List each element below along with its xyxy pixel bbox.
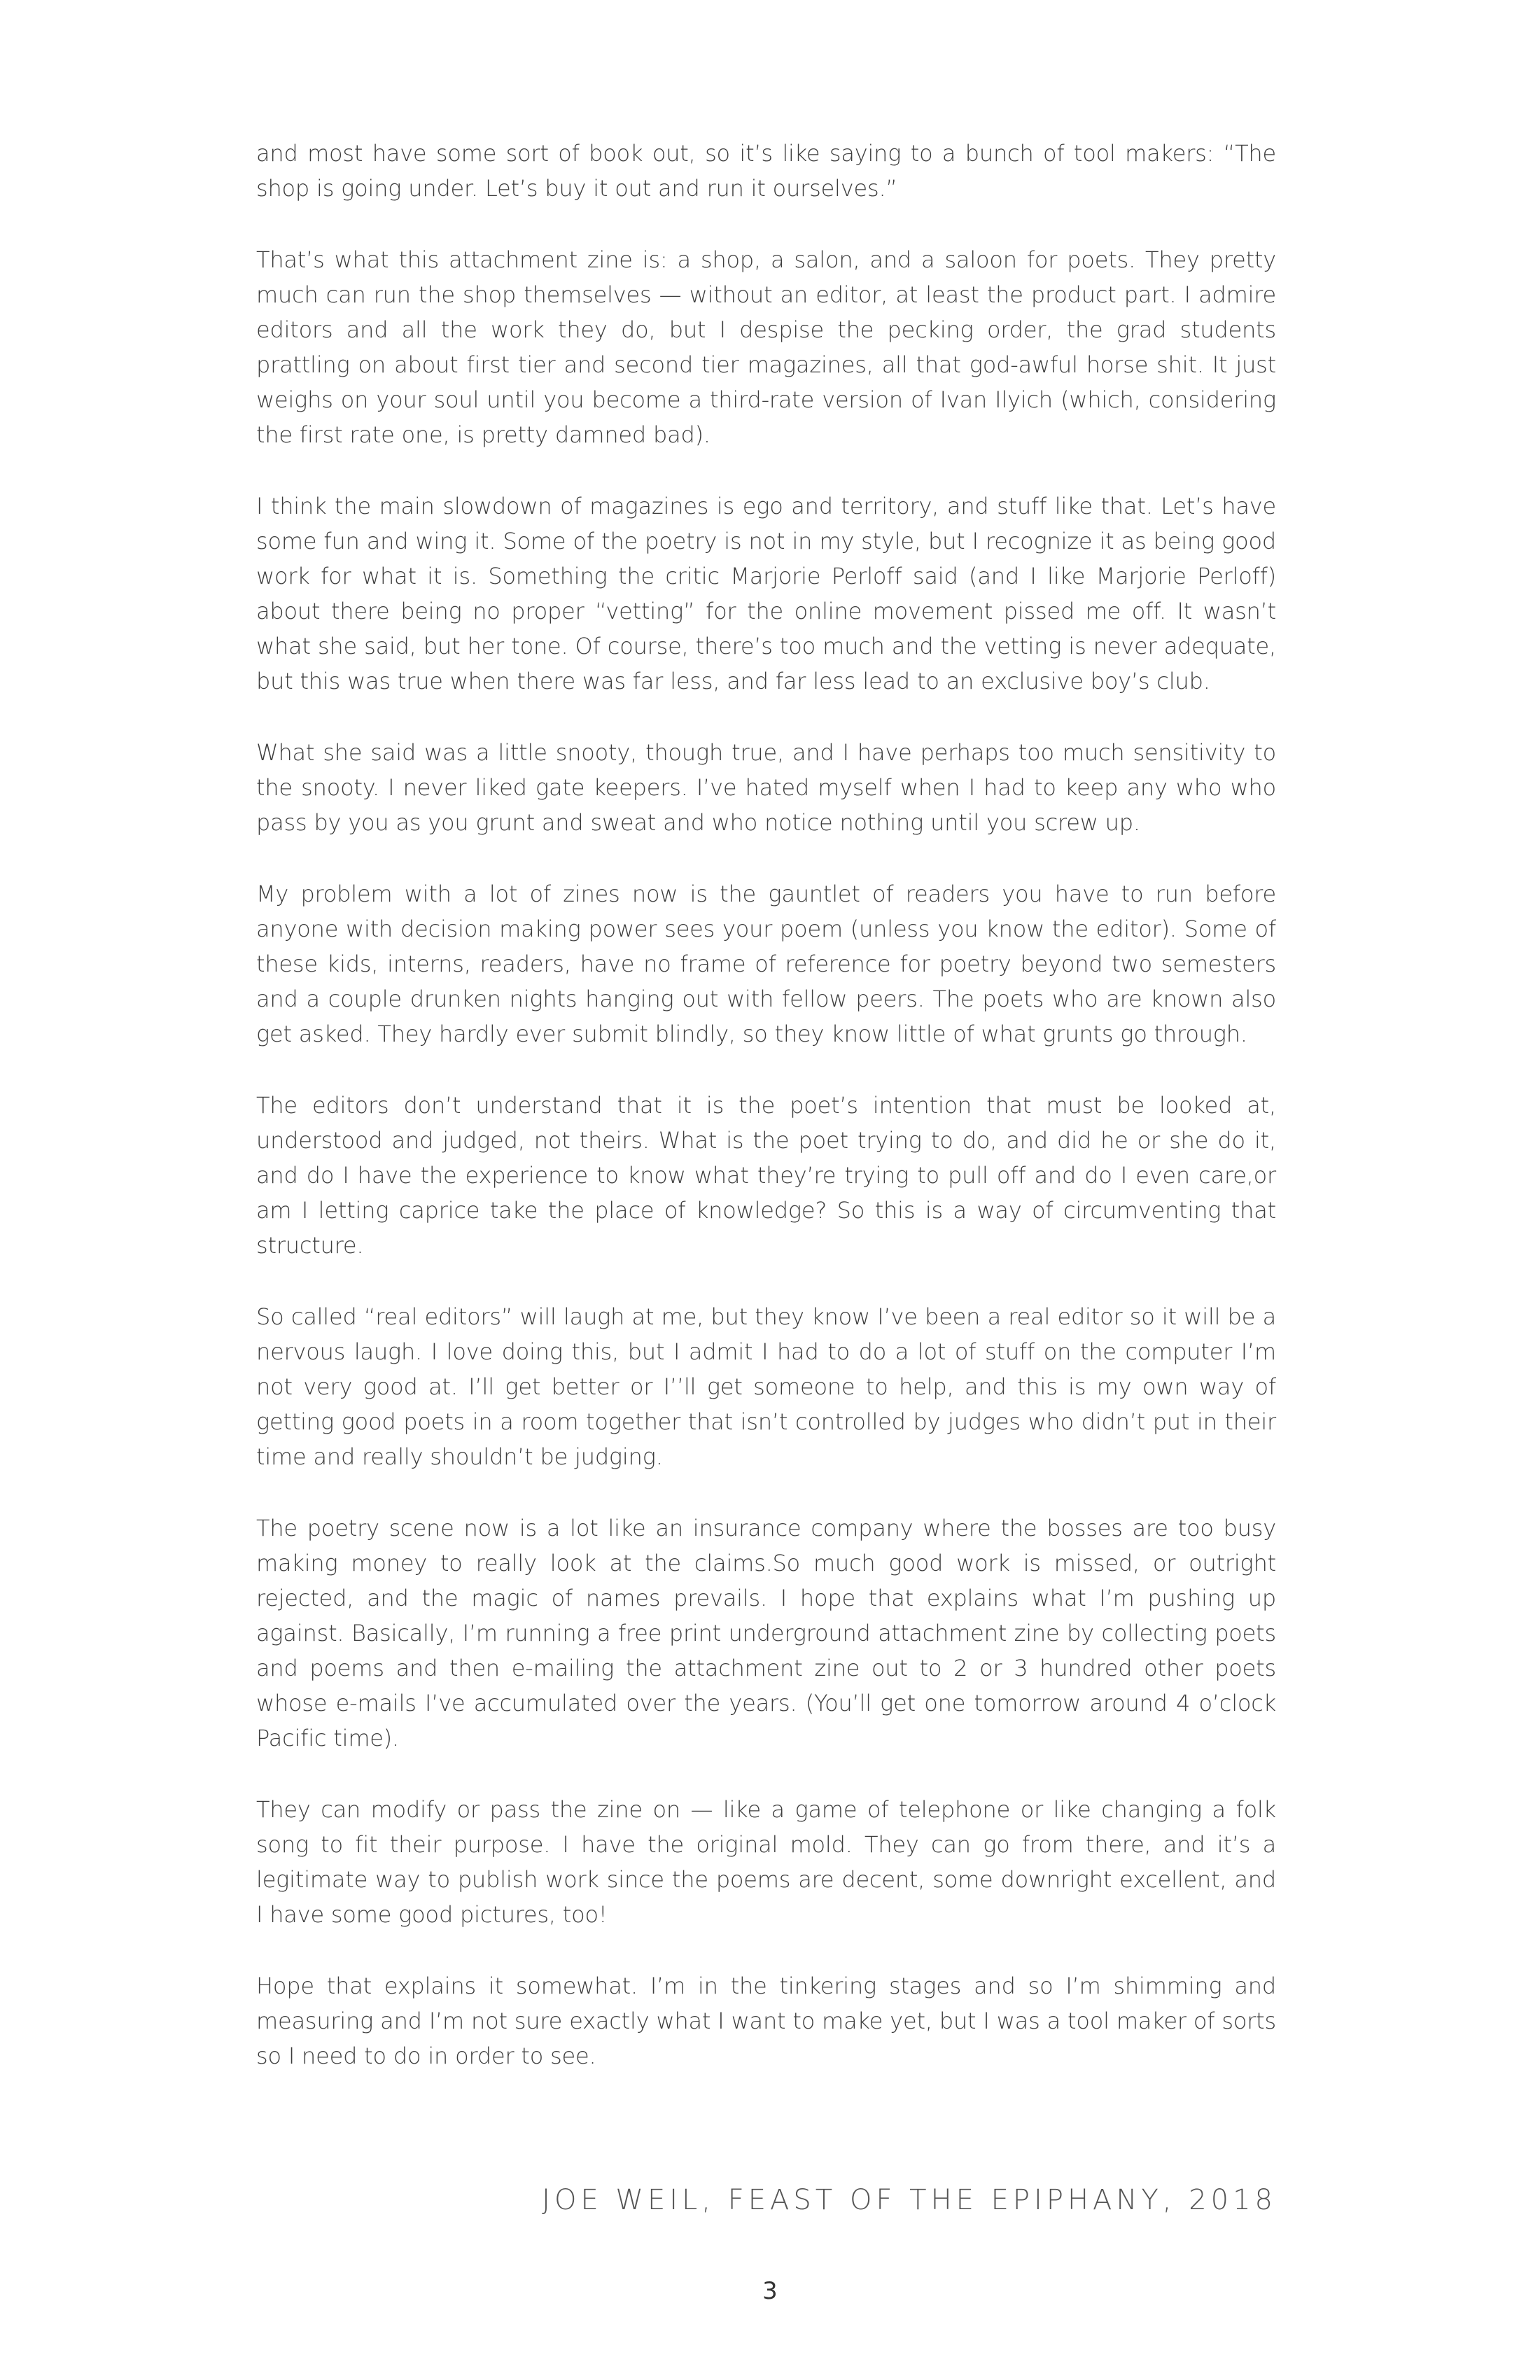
- paragraph-4: What she said was a little snooty, though true, and I have perhaps too much sensitivity to the snooty. I never liked gate keepers. I’ve hated myself when I had to keep any who who pass by you as you grunt and sweat and who notice nothing until you screw up.: [256, 739, 1276, 836]
- paragraph-3: I think the main slowdown of magazines is ego and territory, and stuff like that. Let’s have some fun and wing it. Some of the poetry is not in my style, but I recognize it as being good work for what it is. Something the critic Marjorie Perloff said (and I like Marjorie Perloff) about there being no proper “vetting” for the online movement pissed me off. It wasn’t what she said, but her tone. Of course, there’s too much and the vetting is never adequate, but this was true when there was far less, and far less lead to an exclusive boy’s club.: [256, 493, 1276, 694]
- paragraph-7: So called “real editors” will laugh at me, but they know I’ve been a real editor so it will be a nervous laugh. I love doing this, but I admit I had to do a lot of stuff on the computer I’m not very good at. I’ll get better or I’’ll get someone to help, and this is my own way of getting good poets in a room together that isn’t controlled by judges who didn’t put in their time and really shouldn’t be judging.: [256, 1303, 1276, 1470]
- paragraph-8: The poetry scene now is a lot like an insurance company where the bosses are too busy making money to really look at the claims.So much good work is missed, or outright rejected, and the magic of names prevails. I hope that explains what I’m pushing up against. Basically, I’m running a free print underground attachment zine by collecting poets and poems and then e-mailing the attachment zine out to 2 or 3 hundred other poets whose e-mails I’ve accumulated over the years. (You’ll get one tomorrow around 4 o’clock Pacific time).: [256, 1515, 1276, 1751]
- paragraph-6: The editors don’t understand that it is the poet’s intention that must be looked at, understood and judged, not theirs. What is the poet trying to do, and did he or she do it, and do I have the experience to know what they’re trying to pull off and do I even care,or am I letting caprice take the place of knowledge? So this is a way of circumventing that structure.: [256, 1092, 1276, 1259]
- paragraph-2: That’s what this attachment zine is: a shop, a salon, and a saloon for poets. They pretty much can run the shop themselves — without an editor, at least the product part. I admire editors and all the work they do, but I despise the pecking order, the grad students prattling on about first tier and second tier magazines, all that god-awful horse shit. It just weighs on your soul until you become a third-rate version of Ivan Ilyich (which, considering the first rate one, is pretty damned bad).: [256, 246, 1276, 448]
- page-number: 3: [762, 2277, 778, 2305]
- paragraph-5: My problem with a lot of zines now is the gauntlet of readers you have to run before anyone with decision making power sees your poem (unless you know the editor). Some of these kids, interns, readers, have no frame of reference for poetry beyond two semesters and a couple drunken nights hanging out with fellow peers. The poets who are known also get asked. They hardly ever submit blindly, so they know little of what grunts go through.: [256, 881, 1276, 1047]
- paragraph-10: Hope that explains it somewhat. I’m in the tinkering stages and so I’m shimming and measuring and I’m not sure exactly what I want to make yet, but I was a tool maker of sorts so I need to do in order to see.: [256, 1973, 1276, 2069]
- author-signature: JOE WEIL, FEAST OF THE EPIPHANY, 2018: [542, 2184, 1277, 2216]
- paragraph-9: They can modify or pass the zine on — like a game of telephone or like changing a folk song to fit their purpose. I have the original mold. They can go from there, and it’s a legitimate way to publish work since the poems are decent, some downright excellent, and I have some good pictures, too!: [256, 1796, 1276, 1928]
- paragraph-1: and most have some sort of book out, so it’s like saying to a bunch of tool makers: “The shop is going under. Let’s buy it out and run it ourselves.”: [256, 140, 1276, 202]
- body-text: [256, 136, 1276, 2110]
